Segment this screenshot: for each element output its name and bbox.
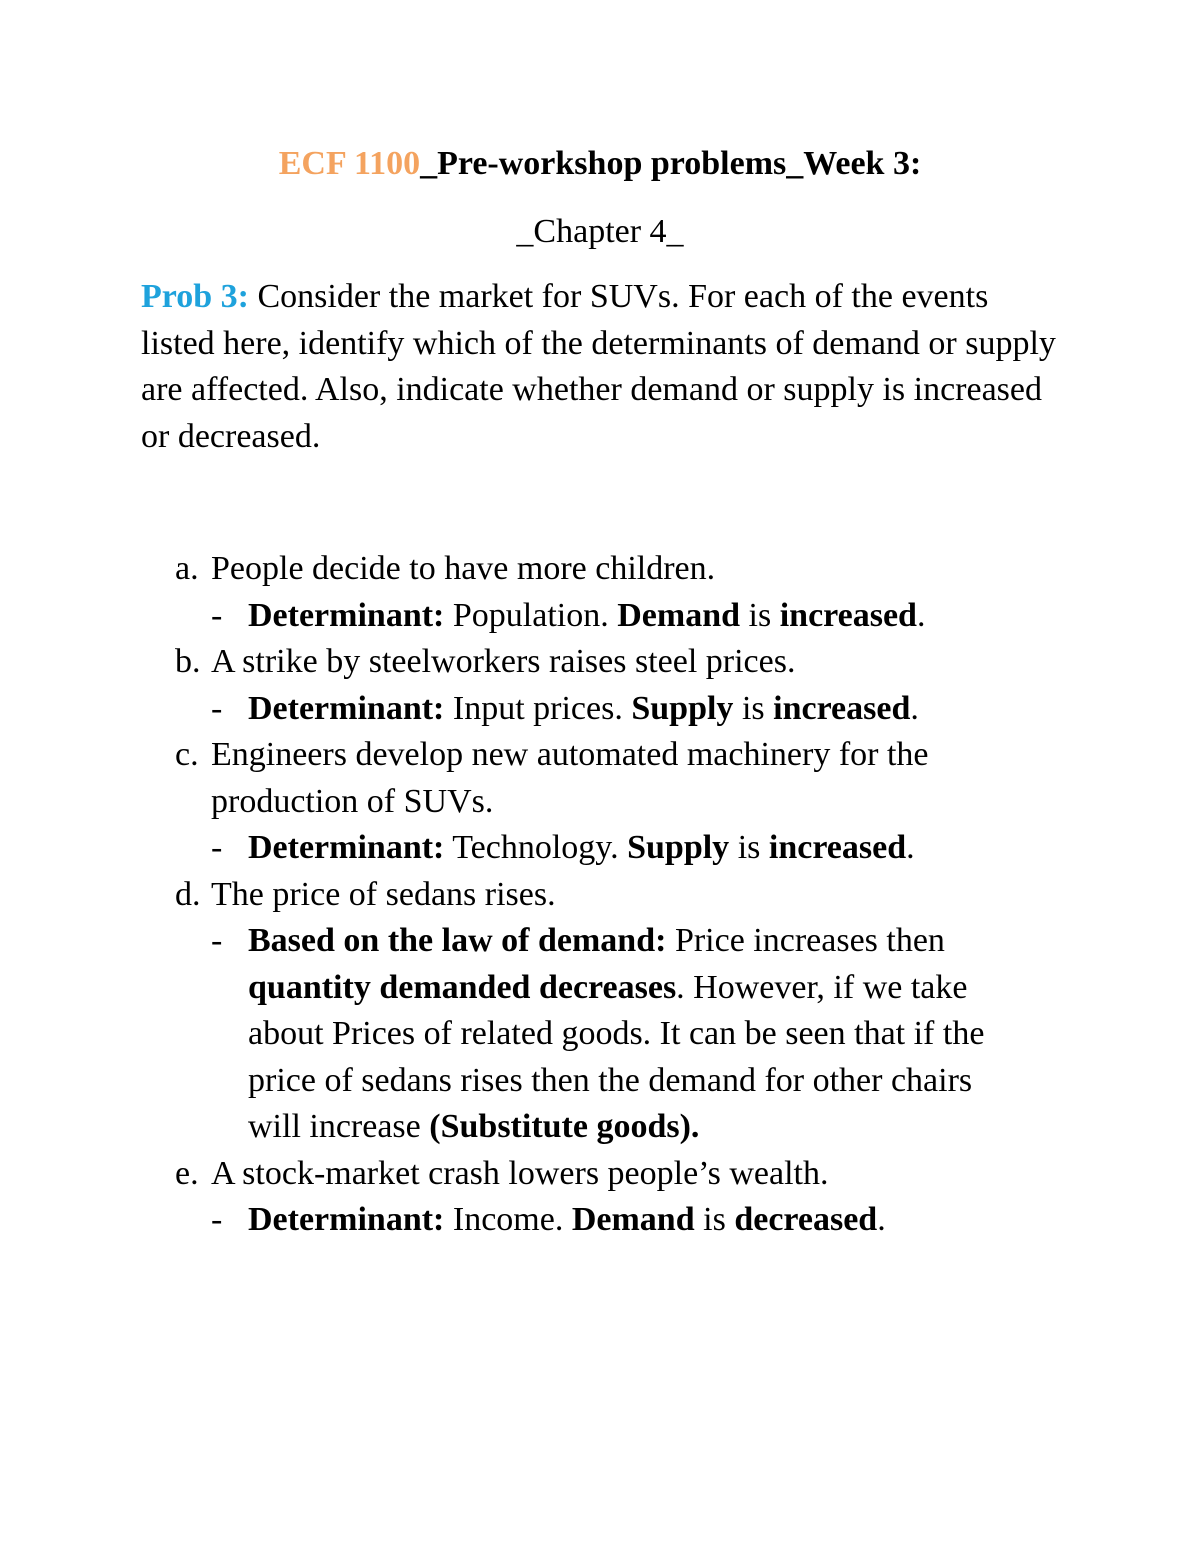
title-text: _Pre-workshop problems_Week 3: — [420, 145, 922, 182]
answer-dash: - — [211, 922, 223, 959]
answer-label: Determinant: — [248, 1201, 445, 1238]
answer-emphasis: quantity demanded decreases — [248, 968, 677, 1006]
answer-label: Based on the law of demand: — [248, 922, 667, 959]
item-event: A stock-market crash lowers people’s wealth. — [211, 1154, 829, 1192]
list-item — [0, 872, 1011, 919]
item-answer — [0, 918, 1028, 1151]
list-item — [0, 732, 1011, 825]
answer-is: is — [729, 829, 769, 866]
answer-end: . — [916, 596, 926, 634]
item-event: Engineers develop new automated machinery for the production of SUVs. — [211, 736, 929, 820]
course-code: ECF 1100 — [278, 145, 421, 182]
chapter-heading: _Chapter 4_ — [516, 213, 684, 250]
event-list — [0, 546, 1200, 1244]
item-letter: c. — [175, 736, 199, 773]
problem-statement — [141, 274, 1061, 460]
answer-conclusion: (Substitute goods). — [429, 1108, 700, 1145]
problem-label: Prob 3: — [141, 278, 249, 315]
answer-value: Technology. — [444, 829, 628, 866]
item-letter: d. — [175, 875, 201, 913]
answer-value: Population. — [444, 596, 618, 634]
item-letter: a. — [175, 550, 199, 587]
answer-dash: - — [211, 689, 223, 727]
item-answer — [0, 686, 1028, 733]
document-title — [0, 142, 1200, 186]
answer-end: . — [906, 829, 915, 866]
list-item — [0, 639, 1011, 686]
answer-dash: - — [211, 596, 223, 634]
answer-subject: Demand — [571, 1201, 695, 1238]
answer-effect: increased — [768, 829, 907, 866]
answer-label: Determinant: — [248, 829, 445, 866]
answer-subject: Demand — [617, 596, 741, 634]
answer-label: Determinant: — [248, 689, 445, 727]
answer-subject: Supply — [631, 689, 734, 727]
item-event: People decide to have more children. — [211, 550, 716, 587]
answer-is: is — [694, 1201, 735, 1238]
answer-end: . — [910, 689, 919, 727]
problem-text: Consider the market for SUVs. For each of the events listed here, identify which of the determinants of demand or supply are affected. Also, indicate whether demand or supply is increased or decreased. — [141, 278, 1056, 455]
item-event: The price of sedans rises. — [211, 875, 556, 913]
item-answer — [0, 825, 1028, 872]
answer-text: Price increases then — [666, 922, 945, 959]
item-letter: b. — [175, 643, 201, 680]
answer-is: is — [740, 596, 780, 634]
answer-effect: increased — [779, 596, 917, 634]
item-answer — [0, 1197, 1028, 1244]
answer-value: Income. — [444, 1201, 572, 1238]
answer-value: Input prices. — [444, 689, 632, 727]
answer-effect: decreased — [734, 1201, 878, 1238]
answer-dash: - — [211, 829, 223, 866]
item-letter: e. — [175, 1154, 199, 1192]
list-item — [0, 546, 1011, 593]
answer-end: . — [877, 1201, 886, 1238]
answer-subject: Supply — [627, 829, 730, 866]
answer-dash: - — [211, 1201, 223, 1238]
answer-effect: increased — [773, 689, 911, 727]
item-event: A strike by steelworkers raises steel prices. — [211, 643, 796, 680]
answer-text-continued: . However, if we take about Prices of related goods. It can be seen that if the price of sedans rises then the demand for other chairs will increase — [248, 968, 985, 1145]
answer-is: is — [733, 689, 774, 727]
list-item — [0, 1151, 1011, 1198]
answer-label: Determinant: — [248, 596, 445, 634]
item-answer — [0, 593, 1028, 640]
